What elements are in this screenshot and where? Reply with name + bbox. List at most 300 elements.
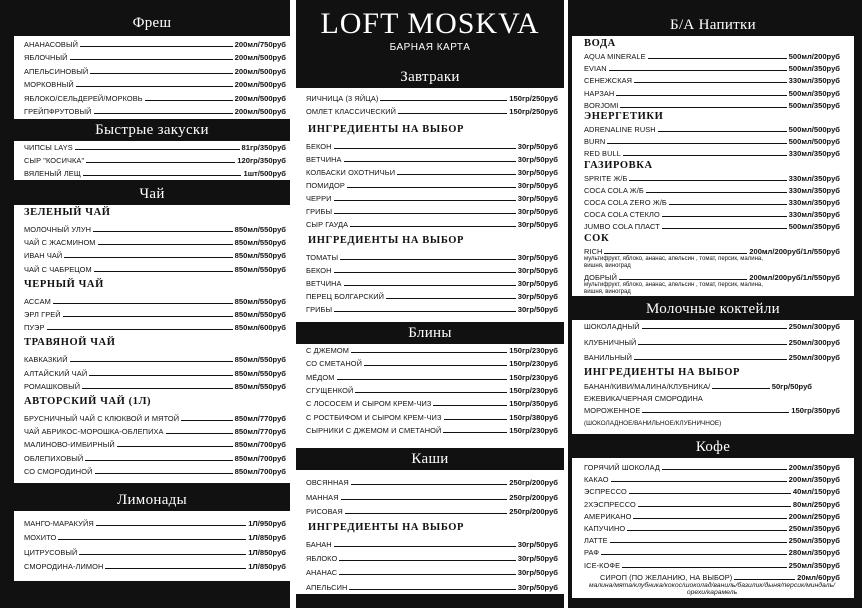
leader-line bbox=[96, 525, 246, 526]
item-name: БАНАН bbox=[306, 540, 332, 549]
leader-line bbox=[662, 469, 787, 470]
coffee-header: Кофе bbox=[572, 436, 854, 458]
item-name: АПЕЛЬСИН bbox=[306, 582, 348, 592]
item-name: ШОКОЛАДНЫЙ bbox=[584, 322, 640, 331]
item-price: 200мл/350руб bbox=[788, 463, 840, 472]
menu-item bbox=[24, 154, 286, 166]
item-price: 250гр/200руб bbox=[509, 492, 558, 502]
item-price: 30гр/50руб bbox=[517, 181, 558, 190]
menu-item bbox=[584, 498, 840, 510]
breakfast-options-title: ИНГРЕДИЕНТЫ НА ВЫБОР bbox=[308, 235, 465, 246]
item-name: ПОМИДОР bbox=[306, 181, 345, 190]
leader-line bbox=[601, 554, 787, 555]
menu-item bbox=[306, 371, 558, 383]
item-price: 30гр/50руб bbox=[517, 207, 558, 216]
leader-line bbox=[334, 200, 516, 201]
item-price: 150гр/230руб bbox=[509, 372, 558, 382]
item-name: КАПУЧИНО bbox=[584, 524, 626, 533]
menu-item bbox=[306, 166, 558, 178]
tea-group-title: ТРАВЯНОЙ ЧАЙ bbox=[24, 337, 116, 349]
menu-item bbox=[24, 141, 286, 153]
item-name: RED BULL bbox=[584, 149, 621, 159]
item-name: С ЛОСОСЕМ И СЫРОМ КРЕМ-ЧИЗ bbox=[306, 399, 432, 409]
item-name: ЦИТРУСОВЫЙ bbox=[24, 547, 78, 557]
item-name: СЫР ГАУДА bbox=[306, 220, 349, 229]
softdrinks-group-title: ГАЗИРОВКА bbox=[584, 159, 653, 171]
leader-line bbox=[398, 113, 507, 114]
item-name: МАЛИНОВО-ИМБИРНЫЙ bbox=[24, 440, 115, 450]
leader-line bbox=[166, 433, 233, 434]
item-name: ГРЕЙПФРУТОВЫЙ bbox=[24, 107, 92, 116]
leader-line bbox=[341, 499, 508, 500]
leader-line bbox=[334, 546, 516, 547]
item-name: ЧАЙ АБРИКОС-МОРОШКА-ОБЛЕПИХА bbox=[24, 427, 164, 437]
item-name: ДОБРЫЙ bbox=[584, 272, 617, 282]
item-price: 30гр/50руб bbox=[517, 253, 558, 262]
item-price: 500мл/350руб bbox=[788, 100, 840, 110]
juice-note: мультифрукт, яблоко, ананас, апельсин , томат, персик, малина, вишня, виноград bbox=[584, 281, 763, 295]
snacks-header: Быстрые закуски bbox=[14, 119, 290, 141]
brand-name: LOFT MOSKVA bbox=[320, 7, 540, 40]
menu-item bbox=[584, 473, 840, 485]
item-price: 850мл/550руб bbox=[234, 264, 286, 274]
item-name: СГУЩЕНКОЙ bbox=[306, 385, 354, 395]
leader-line bbox=[633, 518, 786, 519]
leader-line bbox=[98, 244, 233, 245]
item-name: АЛТАЙСКИЙ ЧАЙ bbox=[24, 368, 88, 378]
item-price: 850мл/700руб bbox=[234, 453, 286, 463]
item-price: 500мл/350руб bbox=[788, 222, 840, 232]
menu-item bbox=[584, 380, 812, 392]
menu-item bbox=[24, 353, 286, 365]
item-name: ТОМАТЫ bbox=[306, 253, 339, 262]
item-name: МАННАЯ bbox=[306, 492, 339, 502]
item-name: НАРЗАН bbox=[584, 88, 615, 98]
item-name: СМОРОДИНА-ЛИМОН bbox=[24, 562, 104, 572]
item-price: 200мл/500руб bbox=[234, 107, 286, 116]
menu-item bbox=[306, 205, 558, 217]
menu-item-continued: (ШОКОЛАДНОЕ/ВАНИЛЬНОЕ/КЛУБНИЧНОЕ) bbox=[584, 420, 722, 427]
item-price: 20мл/60руб bbox=[797, 573, 840, 582]
item-price: 850мл/550руб bbox=[234, 296, 286, 306]
item-price: 500мл/350руб bbox=[788, 88, 840, 98]
leader-line bbox=[58, 539, 246, 540]
menu-item bbox=[24, 249, 286, 261]
menu-subtitle: БАРНАЯ КАРТА bbox=[389, 42, 471, 53]
item-price: 250гр/200руб bbox=[509, 507, 558, 516]
menu-item bbox=[306, 290, 558, 302]
item-name: РАФ bbox=[584, 548, 600, 558]
item-price: 250мл/350руб bbox=[788, 560, 840, 570]
menu-item bbox=[584, 485, 840, 497]
item-name: ЭРЛ ГРЕЙ bbox=[24, 310, 61, 319]
item-name: КАВКАЗКИЙ bbox=[24, 355, 68, 365]
item-price: 150гр/230руб bbox=[509, 385, 558, 395]
item-name: СЫРНИКИ С ДЖЕМОМ И СМЕТАНОЙ bbox=[306, 425, 442, 435]
leader-line bbox=[105, 568, 246, 569]
menu-item bbox=[306, 424, 558, 436]
item-price: 200мл/350руб bbox=[788, 475, 840, 485]
softdrinks-group-title: ЭНЕРГЕТИКИ bbox=[584, 111, 664, 122]
menu-item bbox=[24, 295, 286, 307]
menu-item bbox=[584, 99, 840, 111]
menu-item bbox=[306, 153, 558, 165]
item-price: 30гр/50руб bbox=[517, 582, 558, 592]
item-price: 30гр/50руб bbox=[517, 292, 558, 301]
item-price: 50гр/50руб bbox=[771, 382, 812, 391]
menu-item bbox=[306, 251, 558, 263]
leader-line bbox=[634, 359, 787, 360]
item-name: ВЯЛЕНЫЙ ЛЕЩ bbox=[24, 168, 81, 178]
item-name: СЕНЕЖСКАЯ bbox=[584, 76, 633, 86]
menu-item bbox=[584, 320, 840, 332]
menu-item bbox=[24, 531, 286, 543]
tea-group-title: ЧЕРНЫЙ ЧАЙ bbox=[24, 278, 104, 290]
leader-line bbox=[609, 70, 787, 71]
item-price: 250мл/350руб bbox=[788, 524, 840, 533]
leader-line bbox=[351, 484, 507, 485]
item-price: 200мл/750руб bbox=[234, 40, 286, 49]
juice-note: мультифрукт, яблоко, ананас, апельсин , томат, персик, малина, вишня, виноград bbox=[584, 255, 763, 269]
item-price: 200мл/500руб bbox=[234, 66, 286, 76]
menu-item bbox=[24, 367, 286, 379]
menu-item bbox=[306, 92, 558, 104]
menu-item bbox=[306, 218, 558, 230]
milkshakes-header: Молочные коктейли bbox=[572, 298, 854, 320]
item-name: КОЛБАСКИ ОХОТНИЧЬИ bbox=[306, 168, 396, 177]
item-name: ICE-КОФЕ bbox=[584, 560, 621, 570]
item-price: 1шт/500руб bbox=[243, 168, 286, 178]
menu-item bbox=[24, 452, 286, 464]
item-price: 850мл/700руб bbox=[234, 466, 286, 476]
item-name: ГОРЯЧИЙ ШОКОЛАД bbox=[584, 463, 660, 472]
menu-item bbox=[584, 546, 840, 558]
item-name: EVIAN bbox=[584, 64, 607, 74]
item-name: ОМЛЕТ КЛАССИЧЕСКИЙ bbox=[306, 107, 397, 116]
menu-item bbox=[584, 559, 840, 571]
menu-item bbox=[24, 38, 286, 50]
item-name: ЧИПСЫ LAYS bbox=[24, 143, 73, 152]
menu-item bbox=[306, 140, 558, 152]
menu-item bbox=[306, 192, 558, 204]
menu-item bbox=[584, 522, 840, 534]
menu-item bbox=[584, 534, 840, 546]
item-price: 850мл/550руб bbox=[234, 368, 286, 378]
item-price: 150гр/230руб bbox=[509, 346, 558, 355]
item-name: ВЕТЧИНА bbox=[306, 155, 342, 164]
menu-item bbox=[584, 510, 840, 522]
menu-item bbox=[24, 380, 286, 392]
leader-line bbox=[734, 579, 795, 580]
leader-line bbox=[93, 231, 233, 232]
item-price: 200мл/200руб/1л/550руб bbox=[749, 272, 840, 282]
leader-line bbox=[627, 530, 786, 531]
menu-item bbox=[24, 321, 286, 333]
item-price: 30гр/50руб bbox=[517, 168, 558, 177]
softdrinks-header: Б/А Напитки bbox=[572, 14, 854, 36]
item-price: 250мл/300руб bbox=[788, 337, 840, 347]
menu-item bbox=[306, 476, 558, 488]
item-price: 850мл/550руб bbox=[234, 355, 286, 365]
item-price: 330мл/350руб bbox=[788, 76, 840, 86]
item-name: МОРОЖЕННОЕ bbox=[584, 406, 641, 415]
item-name: БАНАН/КИВИ/МАЛИНА/КЛУБНИКА/ bbox=[584, 382, 711, 391]
leader-line bbox=[82, 388, 233, 389]
item-price: 500мл/500руб bbox=[788, 137, 840, 147]
menu-item-continued: ЕЖЕВИКА/ЧЕРНАЯ СМОРОДИНА bbox=[584, 394, 703, 403]
item-price: 850мл/550руб bbox=[234, 310, 286, 319]
leader-line bbox=[334, 148, 516, 149]
menu-item bbox=[584, 351, 840, 363]
leader-line bbox=[117, 446, 233, 447]
leader-line bbox=[642, 328, 787, 329]
leader-line bbox=[355, 392, 507, 393]
item-price: 30гр/50руб bbox=[517, 554, 558, 564]
item-price: 330мл/350руб bbox=[788, 173, 840, 183]
item-name: АМЕРИКАНО bbox=[584, 511, 632, 521]
menu-item bbox=[24, 438, 286, 450]
item-name: КАКАО bbox=[584, 475, 609, 485]
item-name: ЯИЧНИЦА (3 ЯЙЦА) bbox=[306, 94, 379, 103]
juice-title: СОК bbox=[584, 232, 610, 244]
leader-line bbox=[79, 554, 246, 555]
menu-item bbox=[306, 303, 558, 315]
kashi-header: Каши bbox=[296, 448, 564, 470]
menu-item bbox=[24, 546, 286, 558]
leader-line bbox=[662, 228, 787, 229]
menu-item bbox=[306, 552, 558, 564]
item-price: 150гр/250руб bbox=[509, 94, 558, 103]
menu-item bbox=[584, 196, 840, 208]
menu-item bbox=[584, 74, 840, 86]
item-name: КЛУБНИЧНЫЙ bbox=[584, 337, 637, 347]
leader-line bbox=[712, 388, 769, 389]
menu-item bbox=[584, 62, 840, 74]
leader-line bbox=[607, 143, 786, 144]
leader-line bbox=[89, 375, 232, 376]
leader-line bbox=[616, 95, 786, 96]
leader-line bbox=[638, 344, 786, 345]
item-name: AQUA MINERALE bbox=[584, 52, 646, 61]
tea-group-title: ЗЕЛЕНЫЙ ЧАЙ bbox=[24, 207, 111, 218]
item-name: С РОСТБИФОМ И СЫРОМ КРЕМ-ЧИЗ bbox=[306, 412, 442, 422]
item-price: 850мл/700руб bbox=[234, 440, 286, 450]
leader-line bbox=[351, 352, 507, 353]
item-price: 200мл/500руб bbox=[234, 80, 286, 90]
menu-item bbox=[24, 78, 286, 90]
item-price: 30гр/50руб bbox=[517, 194, 558, 203]
breakfast-options-title: ИНГРЕДИЕНТЫ НА ВЫБОР bbox=[308, 124, 465, 135]
item-name: ЧЕРРИ bbox=[306, 194, 332, 203]
item-name: РОМАШКОВЫЙ bbox=[24, 381, 81, 391]
item-name: JUMBO COLA ПЛАСТ bbox=[584, 222, 660, 232]
item-name: SPRITE Ж/Б bbox=[584, 173, 628, 183]
leader-line bbox=[619, 279, 747, 280]
item-name: ADRENALINE RUSH bbox=[584, 125, 656, 134]
leader-line bbox=[642, 412, 789, 413]
item-price: 250мл/300руб bbox=[788, 322, 840, 331]
item-price: 250мл/300руб bbox=[788, 353, 840, 362]
leader-line bbox=[620, 107, 786, 108]
item-price: 500мл/350руб bbox=[788, 64, 840, 74]
menu-item bbox=[24, 465, 286, 477]
item-price: 850мл/770руб bbox=[234, 414, 286, 423]
item-price: 330мл/350руб bbox=[788, 185, 840, 195]
leader-line bbox=[47, 329, 233, 330]
menu-item bbox=[306, 264, 558, 276]
menu-item bbox=[306, 179, 558, 191]
lemonades-header: Лимонады bbox=[14, 489, 290, 511]
item-price: 250гр/200руб bbox=[509, 478, 558, 487]
item-price: 500мл/200руб bbox=[788, 52, 840, 61]
item-price: 330мл/350руб bbox=[788, 198, 840, 207]
leader-line bbox=[444, 419, 508, 420]
item-name: МОЛОЧНЫЙ УЛУН bbox=[24, 225, 92, 234]
item-price: 30гр/50руб bbox=[517, 266, 558, 275]
item-price: 150гр/350руб bbox=[791, 406, 840, 415]
leader-line bbox=[339, 560, 515, 561]
item-name: ЯБЛОЧНЫЙ bbox=[24, 53, 68, 63]
menu-item bbox=[584, 123, 840, 135]
menu-item bbox=[306, 277, 558, 289]
item-name: ЧАЙ С ЖАСМИНОМ bbox=[24, 238, 96, 248]
leader-line bbox=[386, 298, 516, 299]
leader-line bbox=[339, 574, 515, 575]
item-name: COCA COLA Ж/Б bbox=[584, 185, 644, 195]
item-name: ЯБЛОКО bbox=[306, 554, 338, 564]
menu-item bbox=[24, 65, 286, 77]
item-price: 30гр/50руб bbox=[517, 155, 558, 164]
leader-line bbox=[662, 216, 787, 217]
item-price: 40мл/150руб bbox=[792, 487, 840, 497]
menu-item bbox=[24, 308, 286, 320]
item-name: COCA COLA СТЕКЛО bbox=[584, 210, 660, 220]
leader-line bbox=[364, 365, 507, 366]
menu-item bbox=[584, 135, 840, 147]
leader-line bbox=[53, 303, 233, 304]
item-name: RICH bbox=[584, 246, 603, 256]
item-name: МОХИТО bbox=[24, 533, 57, 543]
item-name: АНАНАС bbox=[306, 568, 338, 578]
item-price: 120гр/350руб bbox=[237, 155, 286, 165]
menu-item bbox=[584, 220, 840, 232]
tea-header: Чай bbox=[14, 183, 290, 205]
tea-group-title: АВТОРСКИЙ ЧАЙ (1Л) bbox=[24, 396, 152, 407]
item-price: 150гр/350руб bbox=[509, 399, 558, 409]
menu-item bbox=[584, 461, 840, 473]
menu-item bbox=[584, 404, 840, 416]
item-name: ЭСПРЕССО bbox=[584, 487, 627, 497]
leader-line bbox=[334, 311, 516, 312]
menu-item bbox=[24, 92, 286, 104]
menu-item bbox=[24, 167, 286, 179]
leader-line bbox=[623, 155, 787, 156]
menu-item bbox=[584, 208, 840, 220]
item-price: 850мл/550руб bbox=[234, 225, 286, 234]
leader-line bbox=[76, 86, 233, 87]
menu-item bbox=[306, 505, 558, 517]
leader-line bbox=[629, 180, 786, 181]
item-price: 30гр/50руб bbox=[517, 568, 558, 578]
leader-line bbox=[75, 149, 240, 150]
leader-line bbox=[648, 58, 787, 59]
leader-line bbox=[85, 460, 232, 461]
leader-line bbox=[638, 506, 791, 507]
item-name: СЫР "КОСИЧКА" bbox=[24, 155, 85, 165]
menu-item bbox=[306, 411, 558, 423]
leader-line bbox=[86, 162, 235, 163]
item-name: 2ХЭСПРЕССО bbox=[584, 499, 636, 509]
item-name: ГРИБЫ bbox=[306, 305, 333, 314]
item-price: 200мл/250руб bbox=[788, 511, 840, 521]
item-price: 850мл/550руб bbox=[234, 238, 286, 248]
leader-line bbox=[94, 271, 233, 272]
item-price: 1Л/850руб bbox=[248, 533, 286, 543]
leader-line bbox=[380, 100, 507, 101]
menu-item bbox=[24, 560, 286, 572]
menu-item bbox=[306, 357, 558, 369]
item-price: 150гр/380руб bbox=[509, 412, 558, 422]
item-price: 500мл/500руб bbox=[788, 125, 840, 134]
leader-line bbox=[334, 213, 516, 214]
leader-line bbox=[345, 513, 507, 514]
item-price: 850мл/550руб bbox=[234, 251, 286, 261]
item-name: МЁДОМ bbox=[306, 372, 335, 382]
leader-line bbox=[334, 272, 516, 273]
item-name: ЯБЛОКО/СЕЛЬДЕРЕЙ/МОРКОВЬ bbox=[24, 93, 143, 103]
item-price: 30гр/50руб bbox=[517, 279, 558, 288]
item-name: ЧАЙ С ЧАБРЕЦОМ bbox=[24, 264, 92, 274]
leader-line bbox=[604, 253, 747, 254]
item-price: 150гр/250руб bbox=[509, 107, 558, 116]
item-name: ОВСЯННАЯ bbox=[306, 478, 349, 487]
item-name: МОРКОВНЫЙ bbox=[24, 80, 74, 90]
leader-line bbox=[344, 161, 516, 162]
item-name: ОБЛЕПИХОВЫЙ bbox=[24, 453, 84, 463]
leader-line bbox=[64, 257, 232, 258]
item-price: 1Л/950руб bbox=[248, 519, 286, 528]
item-name: ПЕРЕЦ БОЛГАРСКИЙ bbox=[306, 292, 385, 301]
syrup-flavors: малина/мята/клубника/кокос/шоколад/ваниль/базилик/дыня/персик/миндаль/орехи/карамель bbox=[588, 582, 836, 596]
leader-line bbox=[622, 567, 787, 568]
item-price: 30гр/50руб bbox=[517, 305, 558, 314]
menu-item bbox=[24, 263, 286, 275]
site-url[interactable]: LOFT-MOSKVA.RU bbox=[22, 588, 93, 597]
leader-line bbox=[95, 473, 233, 474]
item-name: COCA COLA ZERO Ж/Б bbox=[584, 198, 667, 207]
menu-item bbox=[584, 336, 840, 348]
leader-line bbox=[397, 174, 516, 175]
item-price: 850мл/550руб bbox=[234, 381, 286, 391]
menu-item bbox=[24, 236, 286, 248]
breakfast-header: Завтраки bbox=[296, 66, 564, 88]
item-name: СО СМОРОДИНОЙ bbox=[24, 466, 93, 476]
leader-line bbox=[658, 131, 787, 132]
leader-line bbox=[90, 73, 232, 74]
item-price: 150гр/230руб bbox=[509, 425, 558, 435]
item-price: 81гр/350руб bbox=[241, 143, 286, 152]
item-price: 30гр/50руб bbox=[517, 142, 558, 151]
leader-line bbox=[646, 192, 787, 193]
item-name: BORJOMI bbox=[584, 100, 619, 110]
leader-line bbox=[337, 379, 508, 380]
menu-item bbox=[306, 397, 558, 409]
leader-line bbox=[611, 481, 787, 482]
leader-line bbox=[80, 46, 233, 47]
item-name: С ДЖЕМОМ bbox=[306, 346, 350, 355]
menu-item bbox=[306, 344, 558, 356]
menu-item bbox=[306, 566, 558, 578]
